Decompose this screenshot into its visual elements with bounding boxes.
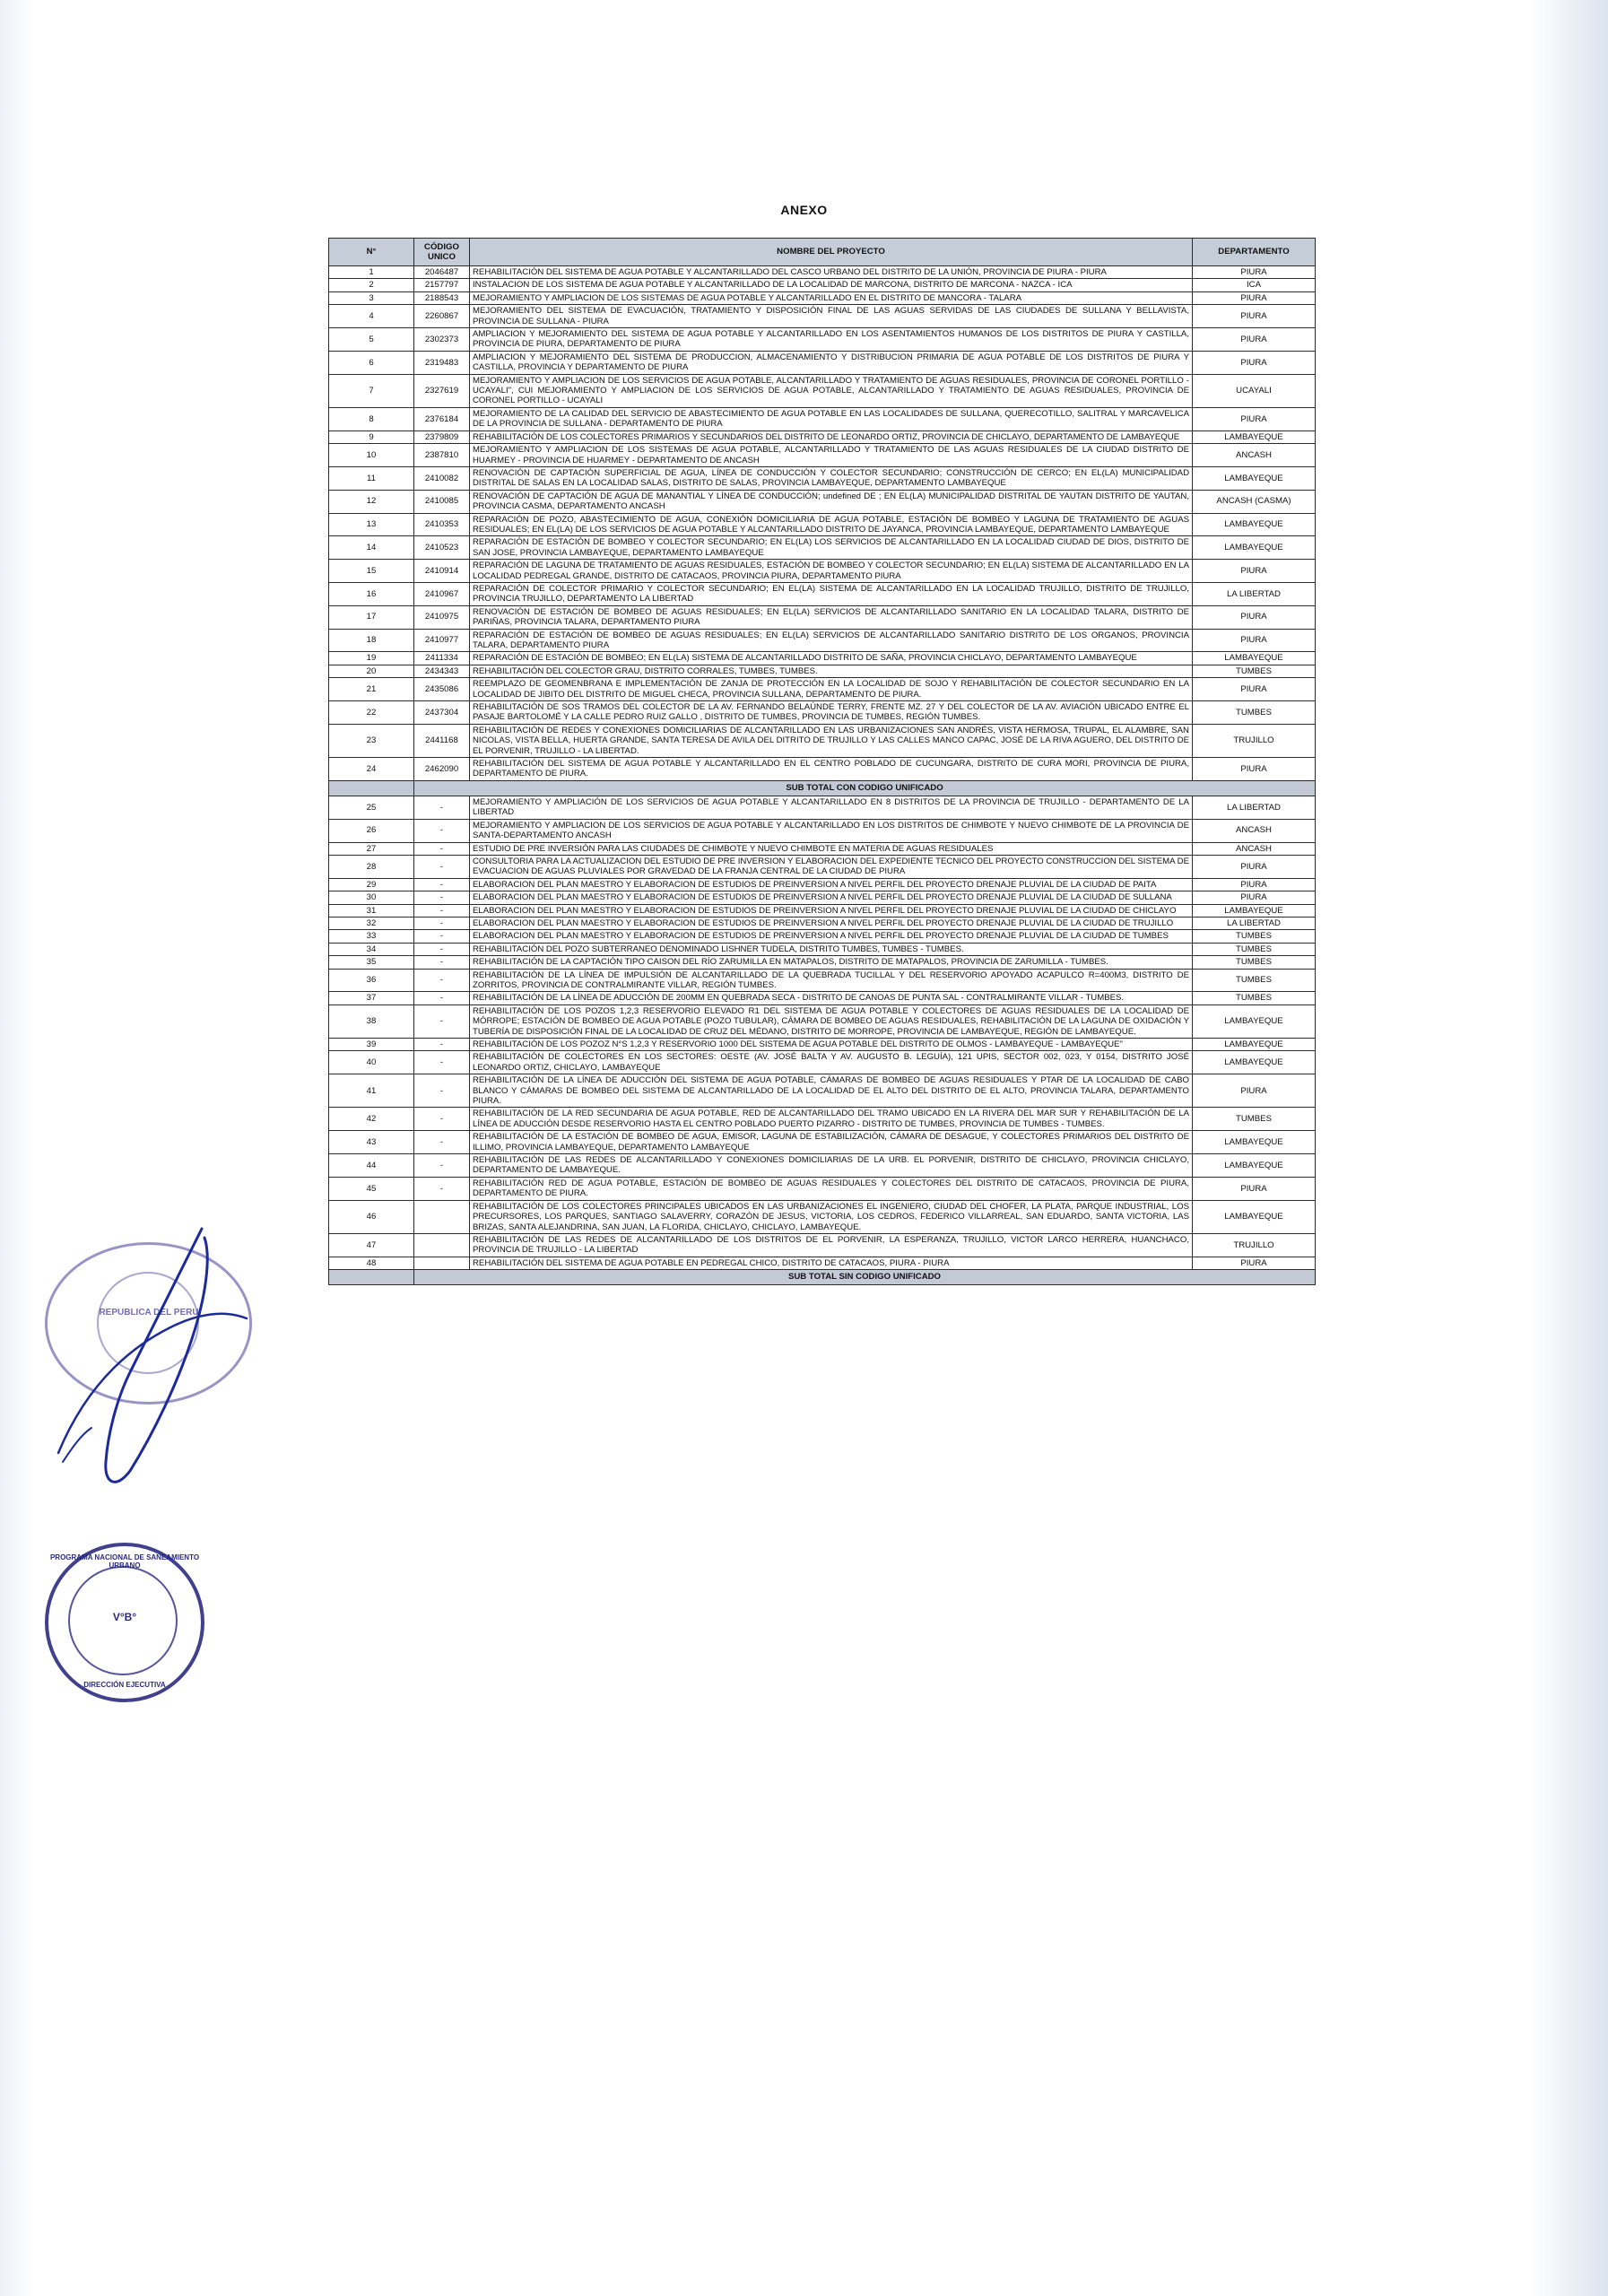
header-number: N° [329, 239, 414, 266]
row-project-name: MEJORAMIENTO DEL SISTEMA DE EVACUACIÓN, TRATAMIENTO Y DISPOSICIÓN FINAL DE LAS AGUAS SERVIDAS DE LAS CIUDADES DE SULLANA Y BELLAVISTA, PROVINCIA DE SULLANA - PIURA [470, 305, 1193, 328]
subtotal-without-code [329, 1270, 1316, 1285]
row-project-name: REHABILITACIÓN DEL SISTEMA DE AGUA POTABLE Y ALCANTARILLADO EN EL CENTRO POBLADO DE CUCUNGARA, DISTRITO DE CURA MORI, PROVINCIA DE PIURA, DEPARTAMENTO DE PIURA. [470, 758, 1193, 781]
stamp-center-text: V°B° [112, 1611, 137, 1623]
row-project-name: REHABILITACIÓN DE LOS COLECTORES PRINCIPALES UBICADOS EN LAS URBANIZACIONES EL INGENIERO, CIUDAD DEL CHOFER, LA PLATA, PARQUE INDUSTRIAL, LOS PRECURSORES, LOS PARQUES, SANTIAGO SALAVERRY, CORAZÓN DE JESUS, VICTORIA, LOS CEDROS, FEDERICO VILLARREAL, SAN EDUARDO, SANTA VICTORIA, LAS BRIZAS, SANTA ALEJANDRINA, SAN JUAN, LA FLORIDA, CHICLAYO, CHICLAYO, LAMBAYEQUE. [470, 1200, 1193, 1233]
row-project-name: REHABILITACIÓN DE LOS COLECTORES PRIMARIOS Y SECUNDARIOS DEL DISTRITO DE LEONARDO ORTIZ, PROVINCIA DE CHICLAYO, DEPARTAMENTO DE LAMBAYEQUE [470, 430, 1193, 443]
row-project-name: ELABORACION DEL PLAN MAESTRO Y ELABORACION DE ESTUDIOS DE PREINVERSION A NIVEL PERFIL DEL PROYECTO DRENAJE PLUVIAL DE LA CIUDAD DE TRUJILLO [470, 917, 1193, 929]
table-row [329, 891, 1316, 904]
table-row [329, 665, 1316, 677]
table-row [329, 291, 1316, 304]
table-row [329, 969, 1316, 992]
row-number: 33 [329, 930, 414, 943]
row-code: 2327619 [414, 374, 470, 407]
row-project-name: REHABILITACIÓN DE LAS REDES DE ALCANTARILLADO Y CONEXIONES DOMICILIARIAS DE LA URB. EL PORVENIR, DISTRITO DE CHICLAYO, PROVINCIA CHICLAYO, DEPARTAMENTO DE LAMBAYEQUE. [470, 1154, 1193, 1178]
row-code: 2410353 [414, 513, 470, 536]
row-number: 38 [329, 1004, 414, 1038]
table-row [329, 1039, 1316, 1051]
row-department: PIURA [1193, 266, 1316, 279]
table-row [329, 678, 1316, 701]
row-department: PIURA [1193, 407, 1316, 430]
table-row [329, 279, 1316, 291]
table-row [329, 430, 1316, 443]
table-row [329, 1233, 1316, 1257]
row-code: 2379809 [414, 430, 470, 443]
row-number: 36 [329, 969, 414, 992]
row-department: PIURA [1193, 1257, 1316, 1269]
table-row [329, 560, 1316, 583]
row-code: 2046487 [414, 266, 470, 279]
table-row [329, 956, 1316, 969]
table-row [329, 758, 1316, 781]
row-code: 2410975 [414, 605, 470, 629]
row-number: 44 [329, 1154, 414, 1178]
table-row [329, 904, 1316, 917]
row-code: - [414, 930, 470, 943]
row-department: TUMBES [1193, 943, 1316, 955]
handwritten-signature [45, 1220, 260, 1516]
table-row [329, 328, 1316, 352]
table-row [329, 466, 1316, 490]
row-project-name: MEJORAMIENTO DE LA CALIDAD DEL SERVICIO DE ABASTECIMIENTO DE AGUA POTABLE EN LAS LOCALIDADES DE SULLANA, QUERECOTILLO, SALITRAL Y MARCAVELICA DE LA PROVINCIA DE SULLANA - DEPARTAMENTO DE PIURA [470, 407, 1193, 430]
table-row [329, 629, 1316, 652]
row-project-name: REPARACIÓN DE LAGUNA DE TRATAMIENTO DE AGUAS RESIDUALES, ESTACIÓN DE BOMBEO Y COLECTOR SECUNDARIO; EN EL(LA) SISTEMA DE ALCANTARILLADO EN LA LOCALIDAD PEDREGAL GRANDE, DISTRITO DE CATACAOS, PROVINCIA PIURA, DEPARTAMENTO PIURA [470, 560, 1193, 583]
row-code: - [414, 796, 470, 819]
row-department: PIURA [1193, 758, 1316, 781]
row-number: 18 [329, 629, 414, 652]
table-row [329, 1177, 1316, 1200]
row-department: LAMBAYEQUE [1193, 1051, 1316, 1074]
row-project-name: ELABORACION DEL PLAN MAESTRO Y ELABORACION DE ESTUDIOS DE PREINVERSION A NIVEL PERFIL DEL PROYECTO DRENAJE PLUVIAL DE LA CIUDAD DE TUMBES [470, 930, 1193, 943]
row-code: 2387810 [414, 444, 470, 467]
row-project-name: REHABILITACIÓN DE LOS POZOZ N°S 1,2,3 Y RESERVORIO 1000 DEL SISTEMA DE AGUA POTABLE DEL DISTRITO DE OLMOS - LAMBAYEQUE - LAMBAYEQUE" [470, 1039, 1193, 1051]
row-project-name: REHABILITACIÓN DE LOS POZOS 1,2,3 RESERVORIO ELEVADO R1 DEL SISTEMA DE AGUA POTABLE Y COLECTORES DE AGUAS RESIDUALES DE LA LOCALIDAD DE MÓRROPE; ESTACIÓN DE BOMBEO DE AGUA POTABLE (POZO TUBULAR), CÁMARA DE BOMBEO DE AGUAS RESIDUALES, REHABILITACIÓN DE LA LAGUNA DE OXIDACIÓN Y TUBERÍA DE DISPOSICIÓN FINAL DE LA LOCALIDAD DE CRUZ DEL MÉDANO, DISTRITO DE MORROPE, PROVINCIA DE LAMBAYEQUE, REGIÓN DE LAMBAYEQUE. [470, 1004, 1193, 1038]
table-row [329, 1051, 1316, 1074]
row-project-name: REHABILITACIÓN DE LAS REDES DE ALCANTARILLADO DE LOS DISTRITOS DE EL PORVENIR, LA ESPERANZA, TRUJILLO, VICTOR LARCO HERRERA, HUANCHACO, PROVINCIA DE TRUJILLO - LA LIBERTAD [470, 1233, 1193, 1257]
row-number: 15 [329, 560, 414, 583]
row-code: 2410085 [414, 490, 470, 513]
row-project-name: REHABILITACIÓN DE LA LÍNEA DE ADUCCIÓN DEL SISTEMA DE AGUA POTABLE, CÁMARAS DE BOMBEO DE AGUAS RESIDUALES Y PTAR DE LA LOCALIDAD DE CABO BLANCO Y CÁMARAS DE BOMBEO DEL SISTEMA DE ALCANTARILLADO DE LA LOCALIDAD DE EL ALTO DEL DISTRITO DE EL ALTO, PROVINCIA TALARA, DEPARTAMENTO PIURA. [470, 1074, 1193, 1108]
row-number: 22 [329, 701, 414, 725]
row-code: - [414, 943, 470, 955]
row-number: 2 [329, 279, 414, 291]
row-project-name: MEJORAMIENTO Y AMPLIACION DE LOS SERVICIOS DE AGUA POTABLE, ALCANTARILLADO Y TRATAMIENTO DE AGUAS RESIDUALES, PROVINCIA DE CORONEL PORTILLO - UCAYALI", CUI MEJORAMIENTO Y AMPLIACION DE LOS SERVICIOS DE AGUA POTABLE, ALCANTARILLADO Y TRATAMIENTO DE AGUAS RESIDUALES, PROVINCIA DE CORONEL PORTILLO - UCAYALI [470, 374, 1193, 407]
row-number: 10 [329, 444, 414, 467]
row-department: LAMBAYEQUE [1193, 652, 1316, 665]
row-number: 24 [329, 758, 414, 781]
row-code: 2376184 [414, 407, 470, 430]
subtotal-label: SUB TOTAL CON CODIGO UNIFICADO [414, 780, 1316, 796]
row-project-name: REHABILITACIÓN DEL SISTEMA DE AGUA POTABLE Y ALCANTARILLADO DEL CASCO URBANO DEL DISTRITO DE LA UNIÓN, PROVINCIA DE PIURA - PIURA [470, 266, 1193, 279]
row-department: LAMBAYEQUE [1193, 1039, 1316, 1051]
table-row [329, 992, 1316, 1004]
row-project-name: REHABILITACIÓN DE LA LÍNEA DE ADUCCIÓN DE 200MM EN QUEBRADA SECA - DISTRITO DE CANOAS DE PUNTA SAL - CONTRALMIRANTE VILLAR - TUMBES. [470, 992, 1193, 1004]
table-row [329, 305, 1316, 328]
row-code: 2188543 [414, 291, 470, 304]
row-department: TUMBES [1193, 665, 1316, 677]
subtotal-blank-cell [329, 780, 414, 796]
row-project-name: REPARACIÓN DE ESTACIÓN DE BOMBEO; EN EL(LA) SISTEMA DE ALCANTARILLADO DISTRITO DE SAÑA, PROVINCIA CHICLAYO, DEPARTAMENTO LAMBAYEQUE [470, 652, 1193, 665]
row-code [414, 1233, 470, 1257]
row-department: TUMBES [1193, 701, 1316, 725]
row-code: 2157797 [414, 279, 470, 291]
row-code: 2437304 [414, 701, 470, 725]
row-department: PIURA [1193, 560, 1316, 583]
row-number: 42 [329, 1108, 414, 1131]
document-title: ANEXO [780, 203, 828, 217]
row-project-name: REHABILITACIÓN RED DE AGUA POTABLE, ESTACIÓN DE BOMBEO DE AGUAS RESIDUALES Y COLECTORES DEL DISTRITO DE CATACAOS, PROVINCIA DE PIURA, DEPARTAMENTO DE PIURA. [470, 1177, 1193, 1200]
row-code: 2260867 [414, 305, 470, 328]
table-row [329, 536, 1316, 560]
row-department: PIURA [1193, 855, 1316, 878]
table-row [329, 855, 1316, 878]
row-project-name: REHABILITACIÓN DE COLECTORES EN LOS SECTORES: OESTE (AV. JOSÉ BALTA Y AV. AUGUSTO B. LEGUÍA), 121 UPIS, SECTOR 002, 023, Y 0154, DISTRITO JOSÉ LEONARDO ORTIZ, CHICLAYO, LAMBAYEQUE [470, 1051, 1193, 1074]
row-department: LA LIBERTAD [1193, 582, 1316, 605]
header-department: DEPARTAMENTO [1193, 239, 1316, 266]
row-number: 31 [329, 904, 414, 917]
table-row [329, 652, 1316, 665]
row-number: 9 [329, 430, 414, 443]
row-project-name: RENOVACIÓN DE ESTACIÓN DE BOMBEO DE AGUAS RESIDUALES; EN EL(LA) SERVICIOS DE ALCANTARILLADO SANITARIO EN LA LOCALIDAD TALARA, DISTRITO DE PARIÑAS, PROVINCIA TALARA, DEPARTAMENTO PIURA [470, 605, 1193, 629]
row-number: 39 [329, 1039, 414, 1051]
row-number: 17 [329, 605, 414, 629]
row-department: PIURA [1193, 305, 1316, 328]
row-department: PIURA [1193, 291, 1316, 304]
row-department: ANCASH [1193, 842, 1316, 855]
row-department: LAMBAYEQUE [1193, 536, 1316, 560]
row-number: 25 [329, 796, 414, 819]
row-number: 1 [329, 266, 414, 279]
table-row [329, 1131, 1316, 1154]
row-code: 2410914 [414, 560, 470, 583]
row-project-name: ESTUDIO DE PRE INVERSIÓN PARA LAS CIUDADES DE CHIMBOTE Y NUEVO CHIMBOTE EN MATERIA DE AGUAS RESIDUALES [470, 842, 1193, 855]
row-project-name: REPARACIÓN DE ESTACIÓN DE BOMBEO DE AGUAS RESIDUALES; EN EL(LA) SERVICIOS DE ALCANTARILLADO SANITARIO DISTRITO DE LOS ORGANOS, PROVINCIA TALARA, DEPARTAMENTO PIURA [470, 629, 1193, 652]
row-department: LAMBAYEQUE [1193, 513, 1316, 536]
row-department: PIURA [1193, 678, 1316, 701]
table-row [329, 490, 1316, 513]
row-code: 2410967 [414, 582, 470, 605]
row-code: - [414, 1039, 470, 1051]
row-code: - [414, 1131, 470, 1154]
row-number: 16 [329, 582, 414, 605]
row-code: - [414, 956, 470, 969]
row-code [414, 1200, 470, 1233]
table-row [329, 819, 1316, 842]
row-department: PIURA [1193, 629, 1316, 652]
row-department: PIURA [1193, 605, 1316, 629]
row-department: LAMBAYEQUE [1193, 1154, 1316, 1178]
table-row [329, 842, 1316, 855]
row-code: - [414, 891, 470, 904]
row-department: TUMBES [1193, 969, 1316, 992]
row-department: TRUJILLO [1193, 724, 1316, 757]
table-row [329, 1108, 1316, 1131]
row-code: - [414, 819, 470, 842]
row-number: 12 [329, 490, 414, 513]
table-row [329, 351, 1316, 374]
row-department: ANCASH [1193, 444, 1316, 467]
projects-table [328, 238, 1316, 1285]
row-number: 37 [329, 992, 414, 1004]
table-row [329, 878, 1316, 891]
table-row [329, 513, 1316, 536]
row-department: LAMBAYEQUE [1193, 1004, 1316, 1038]
row-department: LAMBAYEQUE [1193, 1200, 1316, 1233]
row-number: 47 [329, 1233, 414, 1257]
row-department: PIURA [1193, 891, 1316, 904]
table-row [329, 917, 1316, 929]
row-department: TUMBES [1193, 992, 1316, 1004]
row-code: - [414, 1051, 470, 1074]
row-number: 11 [329, 466, 414, 490]
row-number: 30 [329, 891, 414, 904]
row-project-name: CONSULTORIA PARA LA ACTUALIZACION DEL ESTUDIO DE PRE INVERSION Y ELABORACION DEL EXPEDIENTE TECNICO DEL PROYECTO CONSTRUCCION DEL SISTEMA DE EVACUACION DE AGUAS PLUVIALES POR GRAVEDAD DE LA FRANJA CENTRAL DE LA CIUDAD DE PIURA [470, 855, 1193, 878]
table-row [329, 444, 1316, 467]
row-department: PIURA [1193, 1074, 1316, 1108]
row-project-name: REHABILITACIÓN DE LA LÍNEA DE IMPULSIÓN DE ALCANTARILLADO DE LA QUEBRADA TUCILLAL Y DEL RESERVORIO APOYADO ACAPULCO R=400M3, DISTRITO DE ZORRITOS, PROVINCIA DE CONTRALMIRANTE VILLAR, REGIÓN TUMBES. [470, 969, 1193, 992]
row-number: 46 [329, 1200, 414, 1233]
row-code: 2302373 [414, 328, 470, 352]
row-project-name: REHABILITACIÓN DEL POZO SUBTERRANEO DENOMINADO LISHNER TUDELA, DISTRITO TUMBES, TUMBES - TUMBES. [470, 943, 1193, 955]
row-department: LAMBAYEQUE [1193, 466, 1316, 490]
row-code: - [414, 878, 470, 891]
row-department: LA LIBERTAD [1193, 796, 1316, 819]
row-department: PIURA [1193, 351, 1316, 374]
row-number: 28 [329, 855, 414, 878]
table-row [329, 374, 1316, 407]
row-department: ANCASH [1193, 819, 1316, 842]
table-body-with-code [329, 266, 1316, 781]
table-row [329, 930, 1316, 943]
table-row [329, 796, 1316, 819]
row-department: TUMBES [1193, 1108, 1316, 1131]
row-number: 4 [329, 305, 414, 328]
row-number: 43 [329, 1131, 414, 1154]
subtotal-with-code [329, 780, 1316, 796]
stamp-ring-text-top: PROGRAMA NACIONAL DE SANEAMIENTO URBANO [49, 1553, 200, 1570]
table-row [329, 1200, 1316, 1233]
table-row [329, 605, 1316, 629]
row-code: 2434343 [414, 665, 470, 677]
row-project-name: REPARACIÓN DE POZO, ABASTECIMIENTO DE AGUA, CONEXIÓN DOMICILIARIA DE AGUA POTABLE, ESTACIÓN DE BOMBEO Y LAGUNA DE TRATAMIENTO DE AGUAS RESIDUALES; EN EL(LA) DE LOS SERVICIOS DE AGUA POTABLE Y ALCANTARILLADO DISTRITO DE JAYANCA, PROVINCIA LAMBAYEQUE, DEPARTAMENTO LAMBAYEQUE [470, 513, 1193, 536]
row-number: 23 [329, 724, 414, 757]
row-project-name: MEJORAMIENTO Y AMPLIACION DE LOS SERVICIOS DE AGUA POTABLE Y ALCANTARILLADO EN LOS DISTRITOS DE CHIMBOTE Y NUEVO CHIMBOTE DE LA PROVINCIA DE SANTA-DEPARTAMENTO ANCASH [470, 819, 1193, 842]
row-project-name: REHABILITACIÓN DE SOS TRAMOS DEL COLECTOR DE LA AV. FERNANDO BELAÚNDE TERRY, FRENTE MZ. 27 Y DEL COLECTOR DE LA AV. AVIACIÓN UBICADO ENTRE EL PASAJE BARTOLOMÉ Y LA CALLE PEDRO RUIZ GALLO , DISTRITO DE TUMBES, PROVINCIA DE TUMBES, REGIÓN TUMBES. [470, 701, 1193, 725]
table-row [329, 1004, 1316, 1038]
table-row [329, 407, 1316, 430]
row-number: 6 [329, 351, 414, 374]
row-number: 7 [329, 374, 414, 407]
row-number: 20 [329, 665, 414, 677]
row-code: - [414, 904, 470, 917]
row-code: 2462090 [414, 758, 470, 781]
row-project-name: REHABILITACIÓN DE LA RED SECUNDARIA DE AGUA POTABLE, RED DE ALCANTARILLADO DEL TRAMO UBICADO EN LA RIVERA DEL MAR SUR Y REHABILITACIÓN DE LA LÍNEA DE ADUCCIÓN DESDE RESERVORIO HASTA EL CENTRO POBLADO PUERTO PIZARRO - DISTRITO DE TUMBES, PROVINCIA DE TUMBES - TUMBES. [470, 1108, 1193, 1131]
table-row [329, 943, 1316, 955]
table-row [329, 1257, 1316, 1269]
header-project-name: NOMBRE DEL PROYECTO [470, 239, 1193, 266]
row-code: - [414, 969, 470, 992]
row-code: - [414, 917, 470, 929]
row-project-name: AMPLIACION Y MEJORAMIENTO DEL SISTEMA DE PRODUCCION, ALMACENAMIENTO Y DISTRIBUCION PRIMARIA DE AGUA POTABLE DE LOS DISTRITOS DE PIURA Y CASTILLA, PROVINCIA Y DEPARTAMENTO DE PIURA [470, 351, 1193, 374]
row-department: ANCASH (CASMA) [1193, 490, 1316, 513]
row-project-name: ELABORACION DEL PLAN MAESTRO Y ELABORACION DE ESTUDIOS DE PREINVERSION A NIVEL PERFIL DEL PROYECTO DRENAJE PLUVIAL DE LA CIUDAD DE SULLANA [470, 891, 1193, 904]
row-code: - [414, 1154, 470, 1178]
row-number: 14 [329, 536, 414, 560]
row-number: 27 [329, 842, 414, 855]
vb-stamp [45, 1543, 204, 1702]
row-code: - [414, 1108, 470, 1131]
row-project-name: RENOVACIÓN DE CAPTACIÓN SUPERFICIAL DE AGUA, LÍNEA DE CONDUCCIÓN Y COLECTOR SECUNDARIO; CONSTRUCCIÓN DE CERCO; EN EL(LA) MUNICIPALIDAD DISTRITAL DE SALAS EN LA LOCALIDAD SALAS, DISTRITO DE SALAS, PROVINCIA LAMBAYEQUE, DEPARTAMENTO LAMBAYEQUE [470, 466, 1193, 490]
subtotal-label: SUB TOTAL SIN CODIGO UNIFICADO [414, 1270, 1316, 1285]
row-project-name: REHABILITACIÓN DE LA ESTACIÓN DE BOMBEO DE AGUA, EMISOR, LAGUNA DE ESTABILIZACIÓN, CÁMARA DE DESAGUE, Y COLECTORES PRIMARIOS DEL DISTRITO DE ILLIMO, PROVINCIA LAMBAYEQUE, DEPARTAMENTO LAMBAYEQUE [470, 1131, 1193, 1154]
row-project-name: MEJORAMIENTO Y AMPLIACIÓN DE LOS SERVICIOS DE AGUA POTABLE Y ALCANTARILLADO EN 8 DISTRITOS DE LA PROVINCIA DE TRUJILLO - DEPARTAMENTO DE LA LIBERTAD [470, 796, 1193, 819]
row-number: 26 [329, 819, 414, 842]
row-project-name: ELABORACION DEL PLAN MAESTRO Y ELABORACION DE ESTUDIOS DE PREINVERSION A NIVEL PERFIL DEL PROYECTO DRENAJE PLUVIAL DE LA CIUDAD DE CHICLAYO [470, 904, 1193, 917]
row-number: 19 [329, 652, 414, 665]
row-code: - [414, 1004, 470, 1038]
row-code: - [414, 855, 470, 878]
row-department: ICA [1193, 279, 1316, 291]
table-body-without-code [329, 796, 1316, 1269]
row-project-name: MEJORAMIENTO Y AMPLIACION DE LOS SISTEMAS DE AGUA POTABLE Y ALCANTARILLADO EN EL DISTRITO DE MANCORA - TALARA [470, 291, 1193, 304]
row-project-name: REHABILITACIÓN DE LA CAPTACIÓN TIPO CAISON DEL RÍO ZARUMILLA EN MATAPALOS, DISTRITO DE MATAPALOS, PROVINCIA DE ZARUMILLA - TUMBES. [470, 956, 1193, 969]
row-project-name: REHABILITACIÓN DEL COLECTOR GRAU, DISTRITO CORRALES, TUMBES, TUMBES. [470, 665, 1193, 677]
row-number: 48 [329, 1257, 414, 1269]
row-department: TUMBES [1193, 956, 1316, 969]
row-number: 34 [329, 943, 414, 955]
row-project-name: RENOVACIÓN DE CAPTACIÓN DE AGUA DE MANANTIAL Y LÍNEA DE CONDUCCIÓN; undefined DE ; EN EL(LA) MUNICIPALIDAD DISTRITAL DE YAUTAN DISTRITO DE YAUTAN, PROVINCIA CASMA, DEPARTAMENTO ANCASH [470, 490, 1193, 513]
row-number: 32 [329, 917, 414, 929]
row-code: - [414, 1177, 470, 1200]
row-code: 2435086 [414, 678, 470, 701]
row-number: 40 [329, 1051, 414, 1074]
row-number: 29 [329, 878, 414, 891]
row-number: 35 [329, 956, 414, 969]
row-project-name: REPARACIÓN DE ESTACIÓN DE BOMBEO Y COLECTOR SECUNDARIO; EN EL(LA) LOS SERVICIOS DE ALCANTARILLADO EN LA LOCALIDAD CIUDAD DE DIOS, DISTRITO DE SAN JOSE, PROVINCIA LAMBAYEQUE, DEPARTAMENTO LAMBAYEQUE [470, 536, 1193, 560]
row-project-name: REHABILITACIÓN DE REDES Y CONEXIONES DOMICILIARIAS DE ALCANTARILLADO EN LAS URBANIZACIONES SAN ANDRÉS, VISTA HERMOSA, TRUPAL, EL ALAMBRE, SAN NICOLAS, VISTA BELLA, HUERTA GRANDE, SANTA TERESA DE AVILA DEL DITRITO DE TRUJILLO Y LAS CALLES MANCO CAPAC, JOSÉ DE LA RIVA AGUERO, DEL DISTRITO DE EL PORVENIR, TRUJILLO - LA LIBERTAD. [470, 724, 1193, 757]
row-code: - [414, 1074, 470, 1108]
row-project-name: REHABILITACIÓN DEL SISTEMA DE AGUA POTABLE EN PEDREGAL CHICO, DISTRITO DE CATACAOS, PIURA - PIURA [470, 1257, 1193, 1269]
table-row [329, 266, 1316, 279]
row-department: TUMBES [1193, 930, 1316, 943]
row-department: LAMBAYEQUE [1193, 904, 1316, 917]
table-row [329, 1074, 1316, 1108]
header-code: CÓDIGO UNICO [414, 239, 470, 266]
row-number: 13 [329, 513, 414, 536]
subtotal-row [329, 1270, 1316, 1285]
row-number: 45 [329, 1177, 414, 1200]
row-number: 5 [329, 328, 414, 352]
row-number: 41 [329, 1074, 414, 1108]
row-code: - [414, 842, 470, 855]
row-project-name: INSTALACION DE LOS SISTEMA DE AGUA POTABLE Y ALCANTARILLADO DE LA LOCALIDAD DE MARCONA, DISTRITO DE MARCONA - NAZCA - ICA [470, 279, 1193, 291]
stamp-ring-text-bottom: DIRECCIÓN EJECUTIVA [83, 1681, 166, 1689]
row-project-name: REPARACIÓN DE COLECTOR PRIMARIO Y COLECTOR SECUNDARIO; EN EL(LA) SISTEMA DE ALCANTARILLADO EN LA LOCALIDAD TRUJILLO, DISTRITO DE TRUJILLO, PROVINCIA TRUJILLO, DEPARTAMENTO LA LIBERTAD [470, 582, 1193, 605]
row-project-name: REEMPLAZO DE GEOMENBRANA E IMPLEMENTACIÓN DE ZANJA DE PROTECCIÓN EN LA LOCALIDAD DE SOJO Y REHABILITACIÓN DE COLECTOR SECUNDARIO EN LA LOCALIDAD DE JIBITO DEL DISTRITO DE MIGUEL CHECA, PROVINCIA SULLANA, DEPARTAMENTO DE PIURA. [470, 678, 1193, 701]
row-department: LAMBAYEQUE [1193, 430, 1316, 443]
row-code: - [414, 992, 470, 1004]
table-row [329, 701, 1316, 725]
row-number: 8 [329, 407, 414, 430]
row-department: PIURA [1193, 878, 1316, 891]
row-department: LA LIBERTAD [1193, 917, 1316, 929]
row-department: TRUJILLO [1193, 1233, 1316, 1257]
row-code: 2410977 [414, 629, 470, 652]
row-department: UCAYALI [1193, 374, 1316, 407]
subtotal-row [329, 780, 1316, 796]
stamp-text: REPUBLICA DEL PERU [99, 1308, 199, 1318]
row-code: 2411334 [414, 652, 470, 665]
row-project-name: AMPLIACION Y MEJORAMIENTO DEL SISTEMA DE AGUA POTABLE Y ALCANTARILLADO EN LOS ASENTAMIENTOS HUMANOS DE LOS DISTRITOS DE PIURA Y CASTILLA, PROVINCIA DE PIURA, DEPARTAMENTO DE PIURA [470, 328, 1193, 352]
row-project-name: ELABORACION DEL PLAN MAESTRO Y ELABORACION DE ESTUDIOS DE PREINVERSION A NIVEL PERFIL DEL PROYECTO DRENAJE PLUVIAL DE LA CIUDAD DE PAITA [470, 878, 1193, 891]
row-project-name: MEJORAMIENTO Y AMPLIACION DE LOS SISTEMAS DE AGUA POTABLE, ALCANTARILLADO Y TRATAMIENTO DE LAS AGUAS RESIDUALES DE LA CIUDAD DISTRITO DE HUARMEY - PROVINCIA DE HUARMEY - DEPARTAMENTO DE ANCASH [470, 444, 1193, 467]
row-code: 2441168 [414, 724, 470, 757]
row-number: 3 [329, 291, 414, 304]
table-row [329, 582, 1316, 605]
row-code: 2319483 [414, 351, 470, 374]
scan-edge-right [1527, 0, 1608, 2296]
scan-edge-left [0, 0, 36, 2296]
row-department: PIURA [1193, 328, 1316, 352]
row-code [414, 1257, 470, 1269]
subtotal-blank-cell [329, 1270, 414, 1285]
row-department: LAMBAYEQUE [1193, 1131, 1316, 1154]
table-row [329, 1154, 1316, 1178]
table-header-row [329, 239, 1316, 266]
row-code: 2410082 [414, 466, 470, 490]
row-code: 2410523 [414, 536, 470, 560]
row-department: PIURA [1193, 1177, 1316, 1200]
row-number: 21 [329, 678, 414, 701]
table-row [329, 724, 1316, 757]
